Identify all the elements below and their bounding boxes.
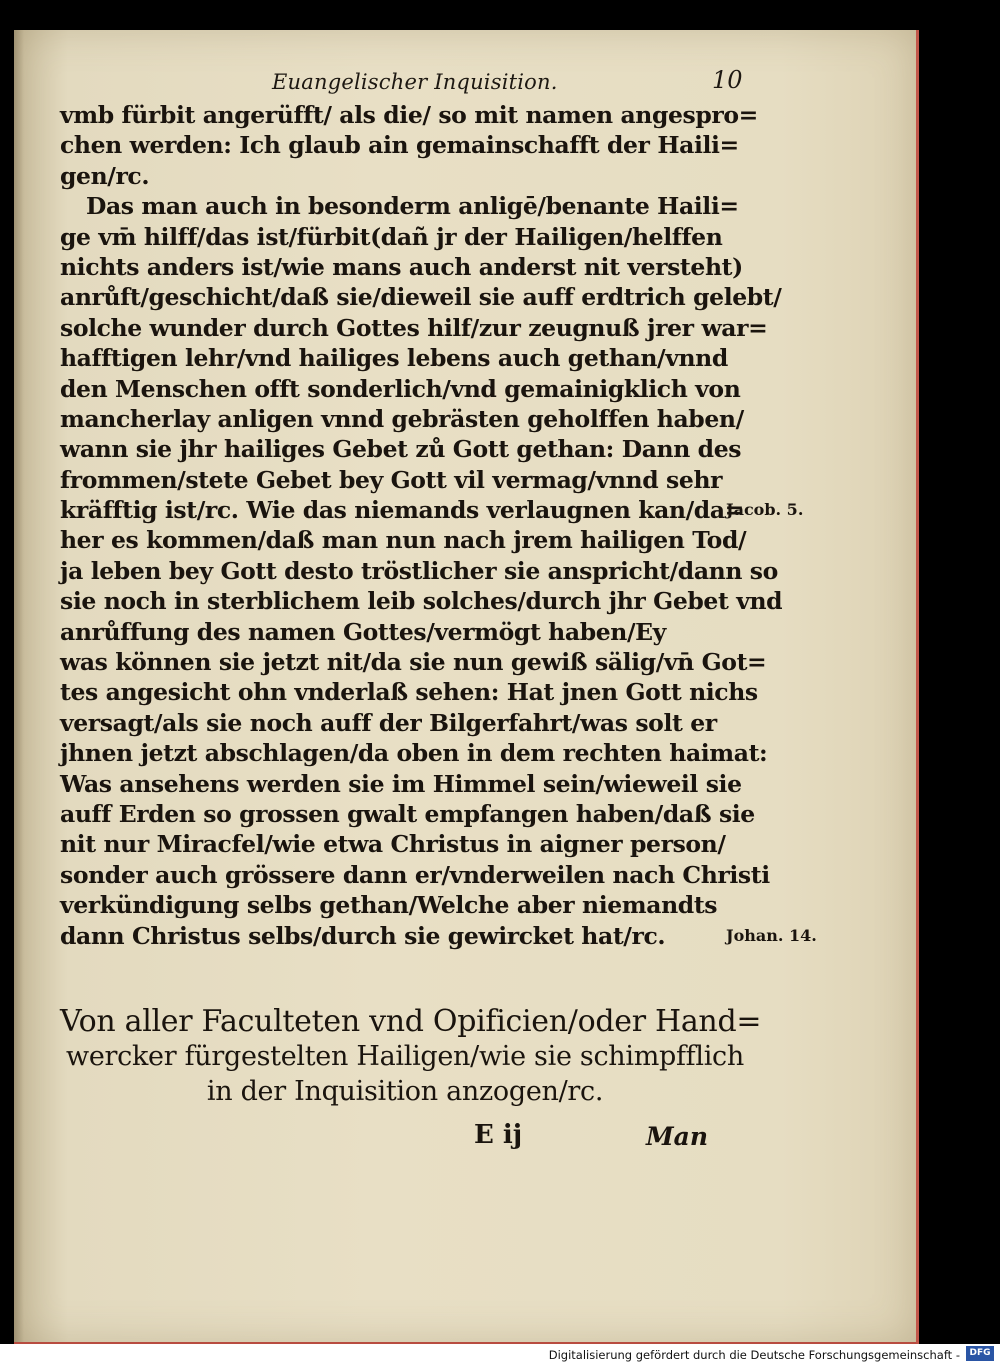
- marginal-note-johan: Johan. 14.: [726, 926, 817, 945]
- text-line: kräfftig ist/rc. Wie das niemands verlaugnen kan/da=: [60, 496, 744, 525]
- text-line: tes angesicht ohn vnderlaß sehen: Hat jnen Gott nichs: [60, 678, 758, 707]
- text-line: ge vm̄ hilff/das ist/fürbit(dañ jr der Hailigen/helffen: [60, 222, 723, 251]
- text-line: vmb fürbit angerüfft/ als die/ so mit namen angespro=: [60, 101, 758, 129]
- heading-line: in der Inquisition anzogen/rc.: [206, 1076, 604, 1107]
- text-line: jhnen jetzt abschlagen/da oben in dem rechten haimat:: [60, 739, 768, 768]
- marginal-note-jacob: Jacob. 5.: [726, 500, 804, 519]
- text-line: nichts anders ist/wie mans auch anderst nit versteht): [60, 252, 743, 281]
- text-line: wann sie jhr hailiges Gebet zů Gott gethan: Dann des: [60, 435, 742, 464]
- text-line: nit nur Miracfel/wie etwa Christus in aigner person/: [60, 830, 726, 859]
- text-line: den Menschen offt sonderlich/vnd gemainigklich von: [60, 374, 741, 403]
- section-heading: [60, 1004, 762, 1109]
- heading-line: wercker fürgestelten Hailigen/wie sie schimpfflich: [66, 1041, 744, 1072]
- text-line: sonder auch grössere dann er/vnderweilen nach Christi: [60, 860, 770, 889]
- text-line: her es kommen/daß man nun nach jrem hailigen Tod/: [60, 526, 747, 555]
- text-line: mancherlay anligen vnnd gebrästen geholffen haben/: [60, 404, 744, 433]
- dfg-logo: DFG: [966, 1346, 994, 1361]
- text-line: ja leben bey Gott desto tröstlicher sie anspricht/dann so: [60, 556, 778, 585]
- catchword: Man: [646, 1122, 709, 1151]
- text-line: gen/rc.: [60, 161, 150, 190]
- text-line: anrůffung des namen Gottes/vermögt haben/Ey: [60, 617, 666, 646]
- running-head: Euangelischer Inquisition.: [272, 70, 558, 94]
- text-line: chen werden: Ich glaub ain gemainschafft der Haili=: [60, 131, 739, 160]
- funding-notice: Digitalisierung gefördert durch die Deutsche Forschungsgemeinschaft -: [548, 1348, 960, 1362]
- text-line: solche wunder durch Gottes hilf/zur zeugnuß jrer war=: [60, 313, 768, 342]
- text-line: was können sie jetzt nit/da sie nun gewiß sälig/vn̄ Got=: [60, 648, 767, 677]
- folio-number: 10: [712, 66, 743, 94]
- text-line: hafftigen lehr/vnd hailiges lebens auch gethan/vnnd: [60, 344, 728, 373]
- text-line: Was ansehens werden sie im Himmel sein/wieweil sie: [60, 769, 742, 798]
- heading-line: Von aller Faculteten vnd Opificien/oder Hand=: [60, 1004, 762, 1039]
- text-line: anrůft/geschicht/daß sie/dieweil sie auff erdtrich gelebt/: [60, 283, 782, 312]
- text-line: versagt/als sie noch auff der Bilgerfahrt/was solt er: [60, 708, 717, 737]
- text-line: Das man auch in besonderm anligē/benante Haili=: [86, 192, 739, 221]
- text-line: frommen/stete Gebet bey Gott vil vermag/vnnd sehr: [60, 465, 723, 494]
- page-gutter-shadow: [14, 30, 24, 1342]
- signature-mark: E ij: [474, 1120, 523, 1150]
- text-line: auff Erden so grossen gwalt empfangen haben/daß sie: [60, 799, 755, 828]
- text-line: verkündigung selbs gethan/Welche aber niemandts: [60, 891, 718, 920]
- text-line: sie noch in sterblichem leib solches/durch jhr Gebet vnd: [60, 587, 783, 616]
- text-line: dann Christus selbs/durch sie gewircket hat/rc.: [60, 921, 666, 950]
